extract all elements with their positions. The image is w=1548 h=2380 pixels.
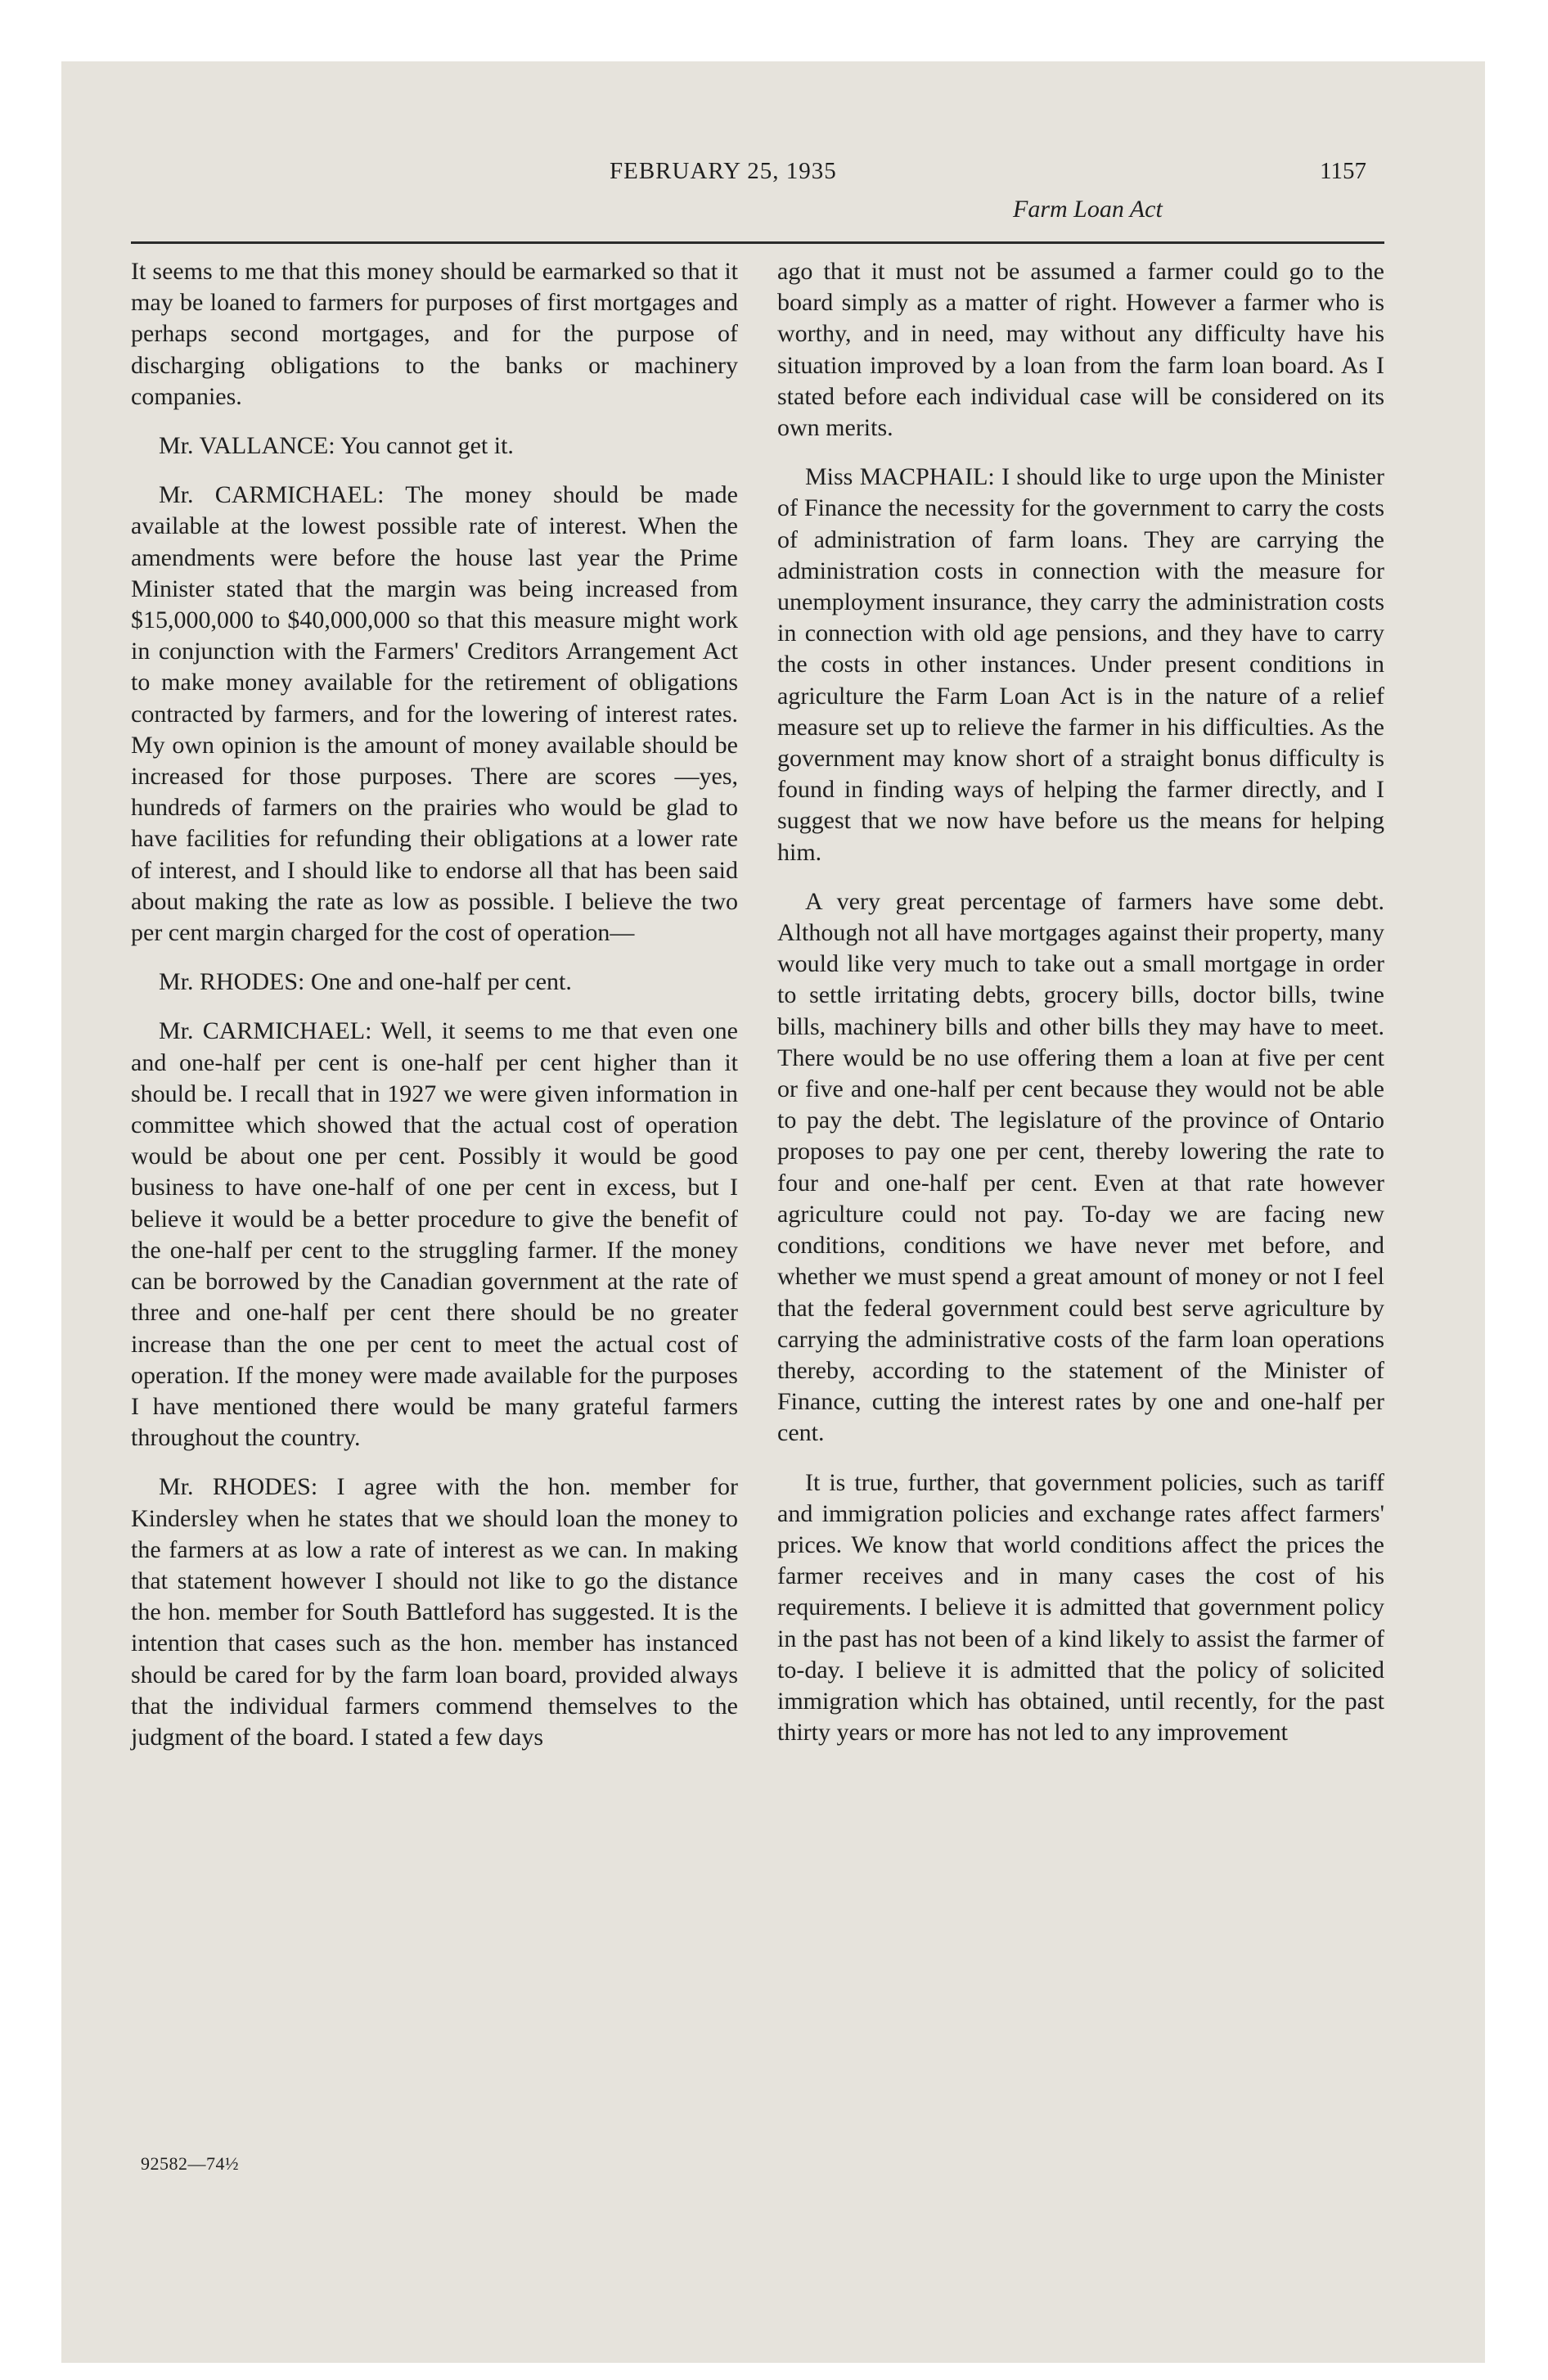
left-column bbox=[131, 256, 738, 1771]
paragraph: Mr. RHODES: I agree with the hon. member for Kindersley when he states that we should loan the money to the farmers at as low a rate of interest as we can. In making that statement however I should not like to go the distance the hon. member for South Battleford has suggested. It is the intention that cases such as the hon. member has instanced should be cared for by the farm loan board, provided always that the individual farmers commend themselves to the judgment of the board. I stated a few days bbox=[131, 1473, 738, 1751]
right-column bbox=[777, 256, 1384, 1766]
paragraph: Mr. RHODES: One and one-half per cent. bbox=[159, 968, 572, 996]
section-title: Farm Loan Act bbox=[1013, 196, 1163, 223]
document-page bbox=[131, 151, 1384, 2238]
paragraph: Miss MACPHAIL: I should like to urge upon the Minister of Finance the necessity for the government to carry the costs of administration of farm loans. They are carrying the administration costs in connection with the measure for unemployment insurance, they carry the administration costs in connection with old age pensions, and they have to carry the costs in other instances. Under present conditions in agriculture the Farm Loan Act is in the nature of a relief measure set up to relieve the farmer in his difficulties. As the government may know short of a straight bonus difficulty is found in finding ways of helping the farmer directly, and I suggest that we now have before us the means for helping him. bbox=[777, 463, 1384, 866]
header-date: FEBRUARY 25, 1935 bbox=[610, 158, 837, 184]
paragraph: Mr. VALLANCE: You cannot get it. bbox=[159, 432, 514, 460]
page-number: 1157 bbox=[1320, 158, 1366, 184]
print-code: 92582—74½ bbox=[141, 2153, 239, 2174]
page-header bbox=[131, 151, 1384, 244]
paragraph: Mr. CARMICHAEL: Well, it seems to me that even one and one-half per cent is one-half per cent higher than it should be. I recall that in 1927 we were given information in committee which showed that the actual cost of operation would be about one per cent. Possibly it would be good business to have one-half of one per cent in excess, but I believe it would be a better procedure to give the benefit of the one-half per cent to the struggling farmer. If the money can be borrowed by the Canadian government at the rate of three and one-half per cent there should be no greater increase than the one per cent to meet the actual cost of operation. If the money were made available for the purposes I have mentioned there would be many grateful farmers throughout the country. bbox=[131, 1017, 738, 1452]
paragraph: A very great percentage of farmers have some debt. Although not all have mortgages against their property, many would like very much to take out a small mortgage in order to settle irritating debts, grocery bills, doctor bills, twine bills, machinery bills and other bills they may have to meet. There would be no use offering them a loan at five per cent or five and one-half per cent because they would not be able to pay the debt. The legislature of the province of Ontario proposes to pay one per cent, thereby lowering the rate to four and one-half per cent. Even at that rate however agriculture could not pay. To-day we are facing new conditions, conditions we have never met before, and whether we must spend a great amount of money or not I feel that the federal government could best serve agriculture by carrying the administrative costs of the farm loan operations thereby, according to the statement of the Minister of Finance, cutting the interest rates by one and one-half per cent. bbox=[777, 887, 1384, 1447]
paragraph: It seems to me that this money should be earmarked so that it may be loaned to farmers for purposes of first mortgages and perhaps second mortgages, and for the purpose of discharging obligations to the banks or machinery companies. bbox=[131, 258, 738, 410]
paragraph: It is true, further, that government policies, such as tariff and immigration policies and exchange rates affect farmers' prices. We know that world conditions affect the prices the farmer receives and in many cases the cost of his requirements. I believe it is admitted that government policy in the past has not been of a kind likely to assist the farmer of to-day. I believe it is admitted that the policy of solicited immigration which has obtained, until recently, for the past thirty years or more has not led to any improvement bbox=[777, 1468, 1384, 1747]
paragraph: ago that it must not be assumed a farmer could go to the board simply as a matter of right. However a farmer who is worthy, and in need, may without any difficulty have his situation improved by a loan from the farm loan board. As I stated before each individual case will be considered on its own merits. bbox=[777, 258, 1384, 442]
paragraph: Mr. CARMICHAEL: The money should be made available at the lowest possible rate of interest. When the amendments were before the house last year the Prime Minister stated that the margin was being increased from $15,000,000 to $40,000,000 so that this measure might work in conjunction with the Farmers' Creditors Arrangement Act to make money available for the retirement of obligations contracted by farmers, and for the lowering of interest rates. My own opinion is the amount of money available should be increased for those purposes. There are scores —yes, hundreds of farmers on the prairies who would be glad to have facilities for refunding their obligations at a lower rate of interest, and I should like to endorse all that has been said about making the rate as low as possible. I believe the two per cent margin charged for the cost of operation— bbox=[131, 481, 738, 947]
